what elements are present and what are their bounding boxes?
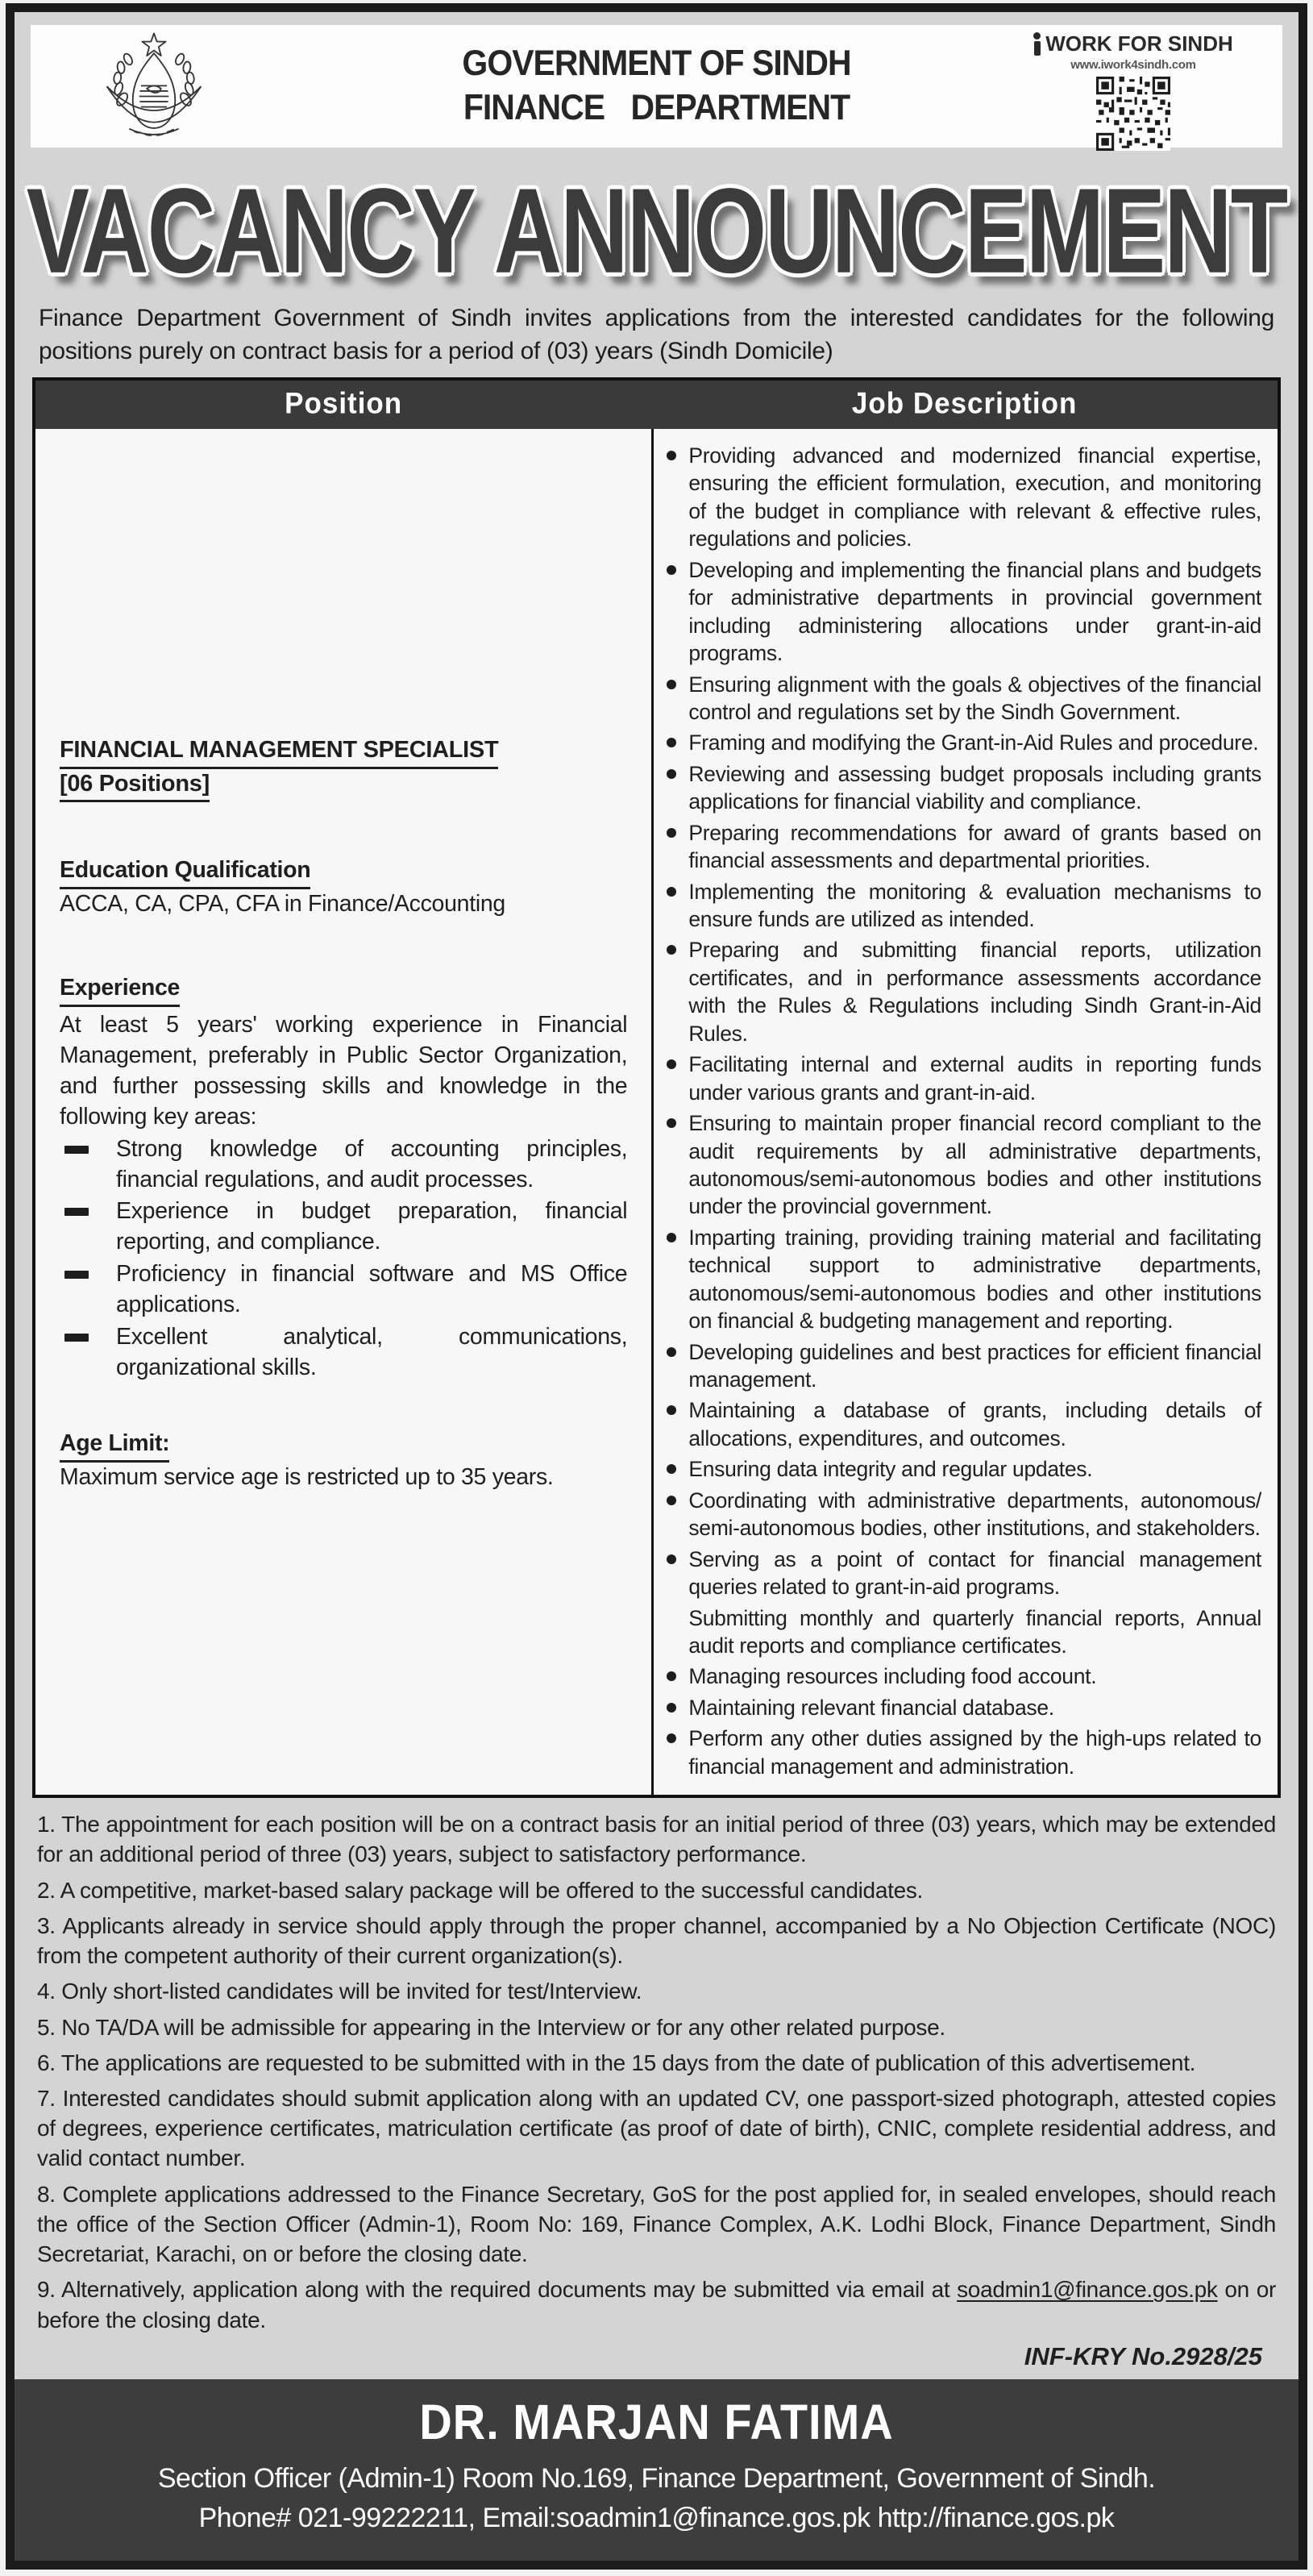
skill-item: Experience in budget preparation, financial reporting, and compliance. <box>60 1196 627 1258</box>
bullet-dot-icon <box>667 1703 676 1712</box>
skill-item: Excellent analytical, communications, organizational skills. <box>60 1322 627 1384</box>
skill-item: Proficiency in financial software and MS Office applications. <box>60 1259 627 1321</box>
bullet-dot-icon <box>667 1347 676 1357</box>
position-title: FINANCIAL MANAGEMENT SPECIALIST <box>60 735 498 769</box>
application-email-link[interactable]: soadmin1@finance.gos.pk <box>957 2277 1218 2303</box>
job-description-item: Imparting training, providing training material and facilitating technical support to administrative departments, autonomous/semi-autonomous bodies and other institutions on financial & budgeting management and reporting. <box>667 1224 1261 1335</box>
bullet-dot-icon <box>667 1405 676 1415</box>
dash-bullet-icon <box>64 1208 89 1216</box>
job-description-cell <box>651 429 1278 1795</box>
education-value: ACCA, CA, CPA, CFA in Finance/Accounting <box>60 891 505 918</box>
skill-item: Strong knowledge of accounting principles, financial regulations, and audit processes. <box>60 1134 627 1196</box>
org-line1: GOVERNMENT OF SINDH <box>462 43 851 83</box>
experience-heading: Experience <box>60 973 180 1007</box>
bullet-dot-icon <box>667 738 676 747</box>
job-description-item: Ensuring alignment with the goals & objectives of the financial control and regulations set by the Sindh Government. <box>667 671 1261 726</box>
term-item: 8. Complete applications addressed to the Finance Secretary, GoS for the post applied for, in sealed envelopes, should reach the office of the Section Officer (Admin-1), Room No: 169, Finance Complex, A.K. Lodhi Block, Finance Department, Sindh Secretariat, Karachi, on or before the closing date. <box>37 2181 1276 2267</box>
skills-list <box>60 1134 627 1384</box>
experience-text: At least 5 years' working experience in Financial Management, preferably in Public Sector Organization, and further possessing skills and knowledge in the following key areas: <box>60 1012 628 1130</box>
i-person-icon <box>1033 32 1041 56</box>
term-item: 9. Alternatively, application along with the required documents may be submitted via email at soadmin1@finance.gos.pk on or before the closing date. <box>37 2277 1276 2333</box>
footer-signature-bar <box>15 2379 1298 2561</box>
job-description-item: Coordinating with administrative departments, autonomous/ semi-autonomous bodies, other institutions, and stakeholders. <box>667 1487 1261 1542</box>
bullet-dot-icon <box>667 1233 676 1242</box>
job-description-item: Framing and modifying the Grant-in-Aid Rules and procedure. <box>667 729 1261 756</box>
term-item: 7. Interested candidates should submit application along with an updated CV, one passport-sized photograph, attested copies of degrees, experience certificates, matriculation certificate (as proof of date of birth), CNIC, complete residential address, and valid contact number. <box>37 2086 1276 2171</box>
job-description-item: Managing resources including food account. <box>667 1663 1261 1690</box>
job-description-item: Ensuring to maintain proper financial record compliant to the audit requirements by all administrative departments, autonomous/semi-autonomous bodies and other institutions under the provincial government. <box>667 1109 1261 1221</box>
column-header-job-description: Job Description <box>851 386 1078 420</box>
advertisement-ref-number: INF-KRY No.2928/25 <box>1024 2341 1262 2370</box>
qr-code <box>1096 77 1170 151</box>
education-heading: Education Qualification <box>60 855 310 889</box>
bullet-dot-icon <box>667 680 676 689</box>
job-description-item: Reviewing and assessing budget proposals including grants applications for financial viability and compliance. <box>667 760 1261 816</box>
header <box>31 25 1282 148</box>
job-description-item: Perform any other duties assigned by the high-ups related to financial management and administration. <box>667 1725 1261 1780</box>
bullet-dot-icon <box>667 1554 676 1564</box>
job-description-item: Preparing recommendations for award of grants based on financial assessments and departmental priorities. <box>667 819 1261 875</box>
job-description-item: Maintaining a database of grants, including details of allocations, expenditures, and outcomes. <box>667 1396 1261 1452</box>
term-item: 4. Only short-listed candidates will be invited for test/Interview. <box>37 1979 642 2004</box>
job-description-item: Preparing and submitting financial reports, utilization certificates, and in performance assessments accordance with the Rules & Regulations including Sindh Grant-in-Aid Rules. <box>667 936 1261 1047</box>
officer-name: DR. MARJAN FATIMA <box>419 2393 894 2450</box>
table-header-row <box>35 381 1278 429</box>
bullet-dot-icon <box>667 1464 676 1474</box>
bullet-dot-icon <box>667 1671 676 1681</box>
intro-paragraph: Finance Department Government of Sindh invites applications from the interested candidates for the following positions purely on contract basis for a period of (03) years (Sindh Domicile) <box>39 305 1274 364</box>
bullet-dot-icon <box>667 1059 676 1069</box>
dash-bullet-icon <box>64 1146 89 1154</box>
bullet-dot-icon <box>667 887 676 897</box>
table-body-row <box>35 429 1278 1795</box>
job-description-item: Developing guidelines and best practices for efficient financial management. <box>667 1338 1261 1394</box>
work-for-sindh-label: WORK FOR SINDH <box>1045 31 1233 56</box>
job-description-item: Implementing the monitoring & evaluation mechanisms to ensure funds are utilized as intended. <box>667 878 1261 934</box>
job-description-item: Facilitating internal and external audits in reporting funds under various grants and grant-in-aid. <box>667 1051 1261 1106</box>
column-header-position: Position <box>285 386 403 420</box>
bullet-dot-icon <box>667 1118 676 1128</box>
contact-line: Phone# 021-99222211, Email:soadmin1@finance.gos.pk http://finance.gos.pk <box>198 2503 1115 2534</box>
job-description-item: Maintaining relevant financial database. <box>667 1694 1261 1721</box>
position-table <box>32 377 1281 1798</box>
dash-bullet-icon <box>64 1271 89 1279</box>
work-for-sindh-url: www.iwork4sindh.com <box>1070 58 1196 72</box>
job-description-item: Providing advanced and modernized financial expertise, ensuring the efficient formulation, execution, and monitoring of the budget in compliance with relevant & effective rules, regulations and policies. <box>667 442 1261 553</box>
term-item: 2. A competitive, market-based salary package will be offered to the successful candidates. <box>37 1877 924 1903</box>
term-item: 5. No TA/DA will be admissible for appearing in the Interview or for any other related purpose. <box>37 2014 945 2040</box>
page-title: VACANCY ANNOUNCEMENT <box>26 163 1287 298</box>
bullet-dot-icon <box>667 828 676 838</box>
job-description-item: Serving as a point of contact for financial management queries related to grant-in-aid programs. <box>667 1546 1261 1601</box>
age-limit-text: Maximum service age is restricted up to 35 years. <box>60 1463 554 1490</box>
dash-bullet-icon <box>64 1334 89 1342</box>
bullet-dot-icon <box>667 769 676 779</box>
bullet-dot-icon <box>667 451 676 460</box>
bullet-dot-icon <box>667 1733 676 1743</box>
term-item: 6. The applications are requested to be submitted with in the 15 days from the date of publication of this advertisement. <box>37 2050 1196 2075</box>
age-limit-heading: Age Limit: <box>60 1429 169 1463</box>
term-item: 1. The appointment for each position will be on a contract basis for an initial period of three (03) years, which may be extended for an additional period of three (03) years, subject to satisfactory performance. <box>37 1812 1276 1867</box>
officer-designation-line: Section Officer (Admin-1) Room No.169, Finance Department, Government of Sindh. <box>157 2462 1156 2494</box>
positions-count: [06 Positions] <box>60 769 210 803</box>
bullet-dot-icon <box>667 945 676 955</box>
job-description-item: Submitting monthly and quarterly financial reports, Annual audit reports and compliance certificates. <box>688 1605 1261 1658</box>
vacancy-advertisement <box>6 3 1307 2570</box>
job-description-item: Ensuring data integrity and regular updates. <box>667 1455 1261 1483</box>
position-cell <box>35 429 651 1795</box>
bullet-dot-icon <box>667 1496 676 1505</box>
job-description-item: Developing and implementing the financial plans and budgets for administrative departments in provincial government including administering allocations under grant-in-aid programs. <box>667 556 1261 668</box>
org-line2: FINANCE DEPARTMENT <box>463 87 850 128</box>
term-item: 3. Applicants already in service should apply through the proper channel, accompanied by a No Objection Certificate (NOC) from the competent authority of their current organization(s). <box>37 1912 1276 1969</box>
terms-list <box>15 1798 1298 2341</box>
work-for-sindh-block <box>1028 31 1238 155</box>
bullet-dot-icon <box>667 565 676 575</box>
